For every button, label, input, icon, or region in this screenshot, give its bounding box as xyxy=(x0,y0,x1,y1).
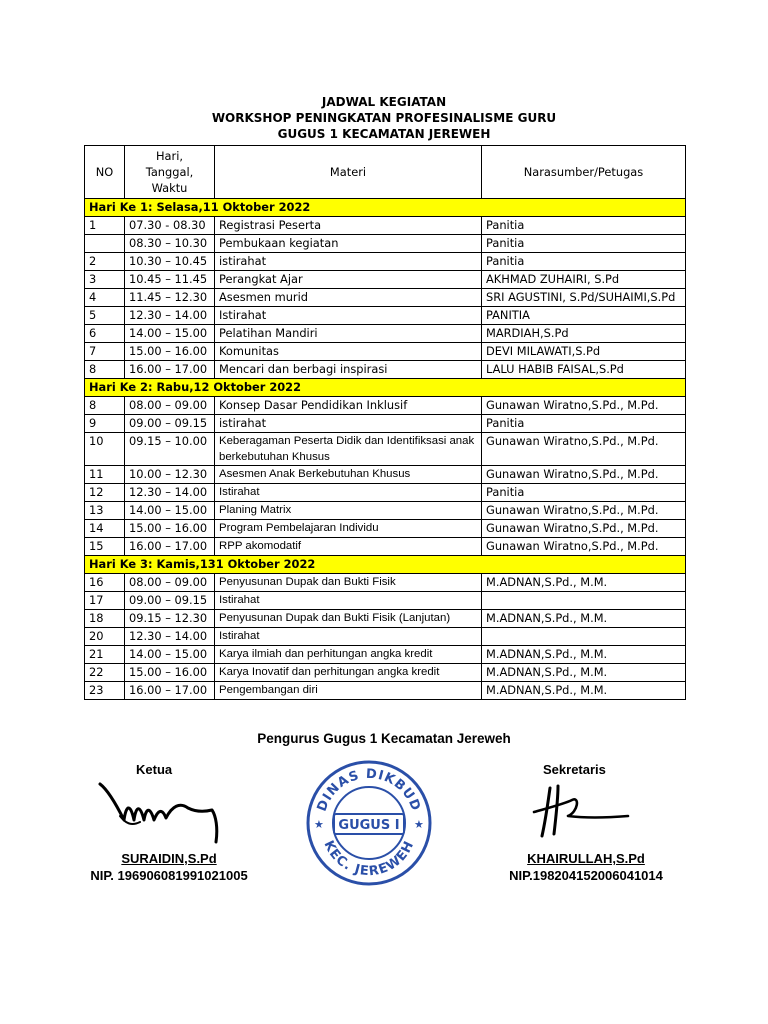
cell-time: 14.00 – 15.00 xyxy=(125,646,215,664)
cell-no: 3 xyxy=(85,271,125,289)
cell-narasumber: M.ADNAN,S.Pd., M.M. xyxy=(482,646,686,664)
ketua-block xyxy=(84,850,254,884)
day-header-row xyxy=(85,379,686,397)
cell-no: 2 xyxy=(85,253,125,271)
cell-time: 12.30 – 14.00 xyxy=(125,307,215,325)
title-line-3: GUGUS 1 KECAMATAN JEREWEH xyxy=(277,127,491,141)
title-line-2: WORKSHOP PENINGKATAN PROFESINALISME GURU xyxy=(211,111,557,125)
cell-no: 6 xyxy=(85,325,125,343)
cell-no xyxy=(85,235,125,253)
cell-materi: Penyusunan Dupak dan Bukti Fisik (Lanjutan) xyxy=(215,610,482,628)
cell-narasumber: Gunawan Wiratno,S.Pd., M.Pd. xyxy=(482,502,686,520)
cell-materi: Asesmen Anak Berkebutuhan Khusus xyxy=(215,466,482,484)
table-row xyxy=(85,397,686,415)
cell-materi: Asesmen murid xyxy=(215,289,482,307)
cell-no: 1 xyxy=(85,217,125,235)
table-row xyxy=(85,502,686,520)
table-row xyxy=(85,664,686,682)
cell-time: 12.30 – 14.00 xyxy=(125,484,215,502)
cell-time: 09.00 – 09.15 xyxy=(125,592,215,610)
cell-time: 15.00 – 16.00 xyxy=(125,664,215,682)
table-row xyxy=(85,484,686,502)
cell-narasumber: Panitia xyxy=(482,217,686,235)
cell-time: 16.00 – 17.00 xyxy=(125,538,215,556)
cell-no: 16 xyxy=(85,574,125,592)
stamp-star-left-icon: ★ xyxy=(314,818,324,831)
cell-narasumber: M.ADNAN,S.Pd., M.M. xyxy=(482,664,686,682)
cell-narasumber: M.ADNAN,S.Pd., M.M. xyxy=(482,610,686,628)
cell-narasumber: Panitia xyxy=(482,415,686,433)
cell-time: 15.00 – 16.00 xyxy=(125,343,215,361)
cell-narasumber: Gunawan Wiratno,S.Pd., M.Pd. xyxy=(482,520,686,538)
table-row xyxy=(85,610,686,628)
cell-time: 12.30 – 14.00 xyxy=(125,628,215,646)
cell-no: 13 xyxy=(85,502,125,520)
stamp-center-text: GUGUS I xyxy=(338,818,400,833)
table-row xyxy=(85,217,686,235)
table-row xyxy=(85,343,686,361)
ketua-label: Ketua xyxy=(136,762,173,777)
day-header-row xyxy=(85,199,686,217)
day-label: Hari Ke 2: Rabu,12 Oktober 2022 xyxy=(85,379,686,397)
table-row xyxy=(85,538,686,556)
day-header-row xyxy=(85,556,686,574)
table-row xyxy=(85,433,686,466)
cell-time: 11.45 – 12.30 xyxy=(125,289,215,307)
cell-time: 16.00 – 17.00 xyxy=(125,682,215,700)
cell-no: 5 xyxy=(85,307,125,325)
cell-narasumber: Gunawan Wiratno,S.Pd., M.Pd. xyxy=(482,466,686,484)
ketua-name: SURAIDIN,S.Pd xyxy=(121,851,217,866)
cell-no: 9 xyxy=(85,415,125,433)
cell-materi: Planing Matrix xyxy=(215,502,482,520)
cell-time: 09.15 – 12.30 xyxy=(125,610,215,628)
cell-materi: Registrasi Peserta xyxy=(215,217,482,235)
cell-narasumber: Gunawan Wiratno,S.Pd., M.Pd. xyxy=(482,397,686,415)
schedule-table xyxy=(84,145,686,700)
cell-materi: Istirahat xyxy=(215,628,482,646)
ketua-signature xyxy=(96,776,226,846)
cell-narasumber: Panitia xyxy=(482,484,686,502)
cell-materi: istirahat xyxy=(215,253,482,271)
cell-materi: Istirahat xyxy=(215,307,482,325)
cell-materi: Pelatihan Mandiri xyxy=(215,325,482,343)
cell-narasumber: AKHMAD ZUHAIRI, S.Pd xyxy=(482,271,686,289)
stamp-top-text: DINAS DIKBUD xyxy=(314,766,424,814)
cell-materi: Keberagaman Peserta Didik dan Identifiksasi anak berkebutuhan Khusus xyxy=(215,433,482,466)
table-row xyxy=(85,289,686,307)
table-row xyxy=(85,520,686,538)
table-row xyxy=(85,646,686,664)
table-row xyxy=(85,271,686,289)
cell-time: 15.00 – 16.00 xyxy=(125,520,215,538)
table-row xyxy=(85,361,686,379)
cell-time: 08.30 – 10.30 xyxy=(125,235,215,253)
ketua-nip: NIP. 196906081991021005 xyxy=(90,868,248,883)
cell-time: 09.15 – 10.00 xyxy=(125,433,215,466)
cell-time: 14.00 – 15.00 xyxy=(125,325,215,343)
cell-materi: Komunitas xyxy=(215,343,482,361)
document-header xyxy=(0,94,768,142)
cell-narasumber: Gunawan Wiratno,S.Pd., M.Pd. xyxy=(482,433,686,466)
table-row xyxy=(85,592,686,610)
col-header-hari xyxy=(125,146,215,199)
cell-no: 10 xyxy=(85,433,125,466)
cell-no: 23 xyxy=(85,682,125,700)
cell-materi: Pengembangan diri xyxy=(215,682,482,700)
cell-materi: Pembukaan kegiatan xyxy=(215,235,482,253)
cell-narasumber: MARDIAH,S.Pd xyxy=(482,325,686,343)
cell-narasumber: SRI AGUSTINI, S.Pd/SUHAIMI,S.Pd xyxy=(482,289,686,307)
table-row xyxy=(85,466,686,484)
schedule-body xyxy=(85,199,686,700)
col-header-materi: Materi xyxy=(215,146,482,199)
table-row xyxy=(85,253,686,271)
stamp-bottom-text: KEC. JEREWEH xyxy=(320,838,418,880)
cell-time: 08.00 – 09.00 xyxy=(125,397,215,415)
col-header-hari-line-3: Waktu xyxy=(151,181,188,195)
cell-narasumber: M.ADNAN,S.Pd., M.M. xyxy=(482,574,686,592)
table-row xyxy=(85,307,686,325)
table-row xyxy=(85,415,686,433)
col-header-hari-line-2: Tanggal, xyxy=(145,165,194,179)
sekretaris-signature xyxy=(528,782,638,842)
cell-no: 20 xyxy=(85,628,125,646)
gugus-stamp xyxy=(304,758,434,888)
col-header-no: NO xyxy=(85,146,125,199)
cell-narasumber: DEVI MILAWATI,S.Pd xyxy=(482,343,686,361)
cell-time: 07.30 - 08.30 xyxy=(125,217,215,235)
cell-time: 16.00 – 17.00 xyxy=(125,361,215,379)
cell-narasumber: PANITIA xyxy=(482,307,686,325)
cell-time: 10.30 – 10.45 xyxy=(125,253,215,271)
cell-narasumber: M.ADNAN,S.Pd., M.M. xyxy=(482,682,686,700)
cell-no: 4 xyxy=(85,289,125,307)
cell-materi: Istirahat xyxy=(215,592,482,610)
cell-no: 18 xyxy=(85,610,125,628)
cell-materi: Penyusunan Dupak dan Bukti Fisik xyxy=(215,574,482,592)
cell-time: 08.00 – 09.00 xyxy=(125,574,215,592)
sekretaris-name: KHAIRULLAH,S.Pd xyxy=(527,851,645,866)
cell-materi: istirahat xyxy=(215,415,482,433)
cell-no: 17 xyxy=(85,592,125,610)
sekretaris-nip: NIP.198204152006041014 xyxy=(509,868,663,883)
table-header-row xyxy=(85,146,686,199)
cell-time: 10.00 – 12.30 xyxy=(125,466,215,484)
cell-no: 21 xyxy=(85,646,125,664)
cell-materi: Konsep Dasar Pendidikan Inklusif xyxy=(215,397,482,415)
sekretaris-label: Sekretaris xyxy=(543,762,606,777)
cell-narasumber: Gunawan Wiratno,S.Pd., M.Pd. xyxy=(482,538,686,556)
cell-materi: Perangkat Ajar xyxy=(215,271,482,289)
table-row xyxy=(85,682,686,700)
cell-no: 8 xyxy=(85,361,125,379)
cell-narasumber: LALU HABIB FAISAL,S.Pd xyxy=(482,361,686,379)
col-header-hari-line-1: Hari, xyxy=(155,149,183,163)
table-row xyxy=(85,235,686,253)
cell-narasumber: Panitia xyxy=(482,253,686,271)
cell-materi: Karya ilmiah dan perhitungan angka kredit xyxy=(215,646,482,664)
cell-narasumber xyxy=(482,592,686,610)
cell-materi: Istirahat xyxy=(215,484,482,502)
cell-no: 14 xyxy=(85,520,125,538)
col-header-narasumber: Narasumber/Petugas xyxy=(482,146,686,199)
signature-section-title: Pengurus Gugus 1 Kecamatan Jereweh xyxy=(257,731,511,746)
cell-time: 14.00 – 15.00 xyxy=(125,502,215,520)
cell-no: 15 xyxy=(85,538,125,556)
cell-narasumber xyxy=(482,628,686,646)
title-line-1: JADWAL KEGIATAN xyxy=(321,95,447,109)
cell-no: 11 xyxy=(85,466,125,484)
table-row xyxy=(85,574,686,592)
cell-materi: Program Pembelajaran Individu xyxy=(215,520,482,538)
cell-time: 10.45 – 11.45 xyxy=(125,271,215,289)
day-label: Hari Ke 1: Selasa,11 Oktober 2022 xyxy=(85,199,686,217)
sekretaris-block xyxy=(496,850,676,884)
cell-materi: Karya Inovatif dan perhitungan angka kredit xyxy=(215,664,482,682)
day-label: Hari Ke 3: Kamis,131 Oktober 2022 xyxy=(85,556,686,574)
cell-no: 8 xyxy=(85,397,125,415)
cell-no: 7 xyxy=(85,343,125,361)
cell-time: 09.00 – 09.15 xyxy=(125,415,215,433)
cell-materi: Mencari dan berbagi inspirasi xyxy=(215,361,482,379)
table-row xyxy=(85,325,686,343)
cell-no: 12 xyxy=(85,484,125,502)
stamp-star-right-icon: ★ xyxy=(414,818,424,831)
cell-materi: RPP akomodatif xyxy=(215,538,482,556)
table-row xyxy=(85,628,686,646)
cell-narasumber: Panitia xyxy=(482,235,686,253)
cell-no: 22 xyxy=(85,664,125,682)
